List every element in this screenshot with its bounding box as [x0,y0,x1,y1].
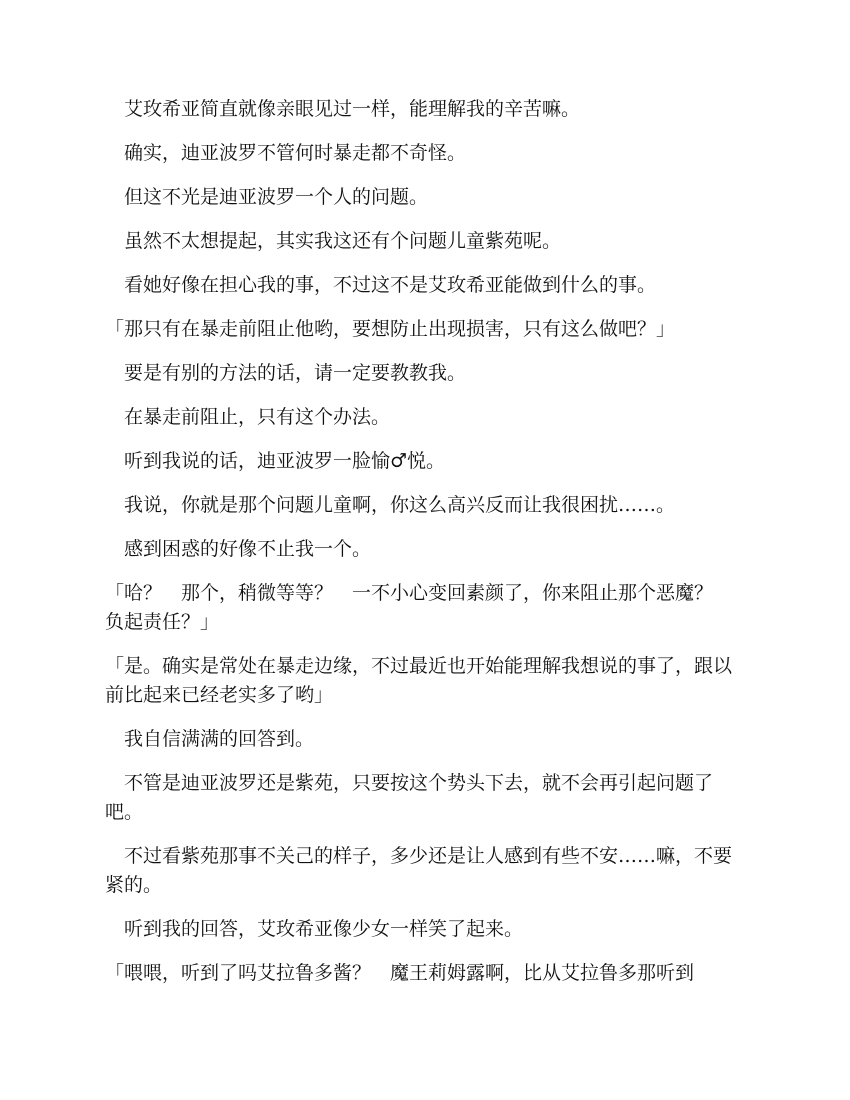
paragraph: 虽然不太想提起，其实我这还有个问题儿童紫苑呢。 [105,230,562,252]
paragraph: 感到困惑的好像不止我一个。 [105,538,372,560]
paragraph: 确实，迪亚波罗不管何时暴走都不奇怪。 [105,142,467,164]
paragraph: 听到我的回答，艾玫希亚像少女一样笑了起来。 [105,918,524,940]
dialogue-paragraph: 「哈？ 那个，稍微等等？ 一不小心变回素颜了，你来阻止那个恶魔？ 负起责任？」 [105,582,733,633]
dialogue-paragraph: 「喂喂，听到了吗艾拉鲁多酱？ 魔王莉姆露啊，比从艾拉鲁多那听到 [105,962,695,984]
paragraph: 艾玫希亚简直就像亲眼见过一样，能理解我的辛苦嘛。 [105,98,581,120]
paragraph: 不过看紫苑那事不关己的样子，多少还是让人感到有些不安……嘛，不要紧的。 [105,845,733,896]
paragraph: 要是有别的方法的话，请一定要教教我。 [105,362,467,384]
paragraph: 但这不光是迪亚波罗一个人的问题。 [105,186,429,208]
dialogue-paragraph: 「那只有在暴走前阻止他哟，要想防止出现损害，只有这么做吧？」 [105,318,676,340]
paragraph: 在暴走前阻止，只有这个办法。 [105,406,391,428]
paragraph: 听到我说的话，迪亚波罗一脸愉♂悦。 [105,450,446,472]
document-page [105,95,750,1003]
paragraph: 我自信满满的回答到。 [105,728,315,750]
dialogue-paragraph: 「是。确实是常处在暴走边缘，不过最近也开始能理解我想说的事了，跟以前比起来已经老实多了哟」 [105,655,733,706]
paragraph: 我说，你就是那个问题儿童啊，你这么高兴反而让我很困扰……。 [105,494,676,516]
paragraph: 看她好像在担心我的事，不过这不是艾玫希亚能做到什么的事。 [105,274,657,296]
paragraph: 不管是迪亚波罗还是紫苑，只要按这个势头下去，就不会再引起问题了吧。 [105,772,714,823]
